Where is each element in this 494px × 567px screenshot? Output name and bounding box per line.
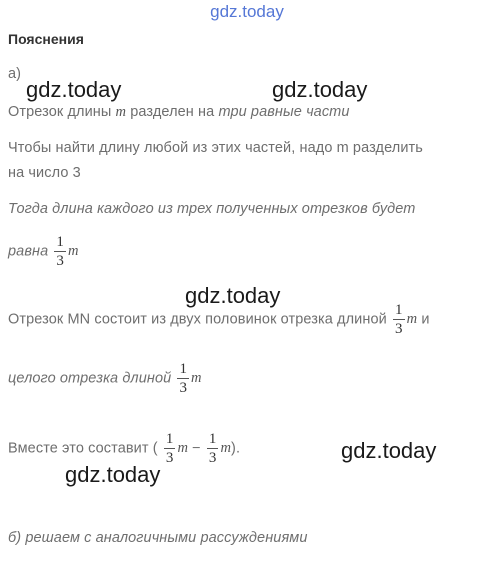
- text-line-1-start: Отрезок длины: [8, 104, 116, 120]
- text-line-6: [8, 301, 430, 338]
- fraction-denominator: 3: [56, 253, 64, 269]
- item-a-label: а): [8, 66, 22, 82]
- variable-m: m: [177, 440, 189, 456]
- fraction-one-third: [54, 233, 66, 270]
- text-line-9: б) решаем с аналогичными рассуждениями: [8, 530, 308, 546]
- fraction-numerator: 1: [208, 431, 217, 447]
- fraction-denominator: 3: [208, 450, 217, 466]
- text-line-1-end: три равные части: [218, 104, 350, 120]
- watermark-4: gdz.today: [341, 438, 437, 463]
- variable-m: m: [406, 311, 418, 327]
- variable-m: m: [115, 104, 127, 120]
- fraction-denominator: 3: [179, 380, 188, 396]
- section-title: Пояснения: [8, 31, 84, 47]
- watermark-5: gdz.today: [65, 462, 161, 487]
- fraction-one-third: [207, 430, 219, 467]
- text-line-8-start: Вместе это составит (: [8, 440, 158, 457]
- fraction-one-third: [164, 430, 176, 467]
- text-line-7: [8, 360, 202, 397]
- text-line-6-start: Отрезок MN состоит из двух половинок отрезка длиной: [8, 311, 387, 328]
- fraction-denominator: 3: [394, 321, 403, 337]
- minus-sign: −: [188, 440, 205, 457]
- watermark-2: gdz.today: [272, 77, 368, 102]
- text-line-8-end: ).: [231, 440, 241, 457]
- fraction-one-third: [177, 360, 189, 397]
- text-line-5: [8, 233, 79, 270]
- fraction-one-third: [393, 301, 405, 338]
- header-watermark: gdz.today: [210, 2, 284, 21]
- text-line-6-end: и: [421, 311, 430, 328]
- text-line-1: [8, 104, 350, 121]
- text-line-2: Чтобы найти длину любой из этих частей, надо m разделить: [8, 140, 423, 156]
- fraction-numerator: 1: [165, 431, 174, 447]
- text-line-3: на число 3: [8, 165, 81, 181]
- fraction-numerator: 1: [179, 361, 188, 377]
- variable-m: m: [68, 243, 79, 259]
- watermark-3: gdz.today: [185, 283, 281, 308]
- watermark-1: gdz.today: [26, 77, 122, 102]
- fraction-numerator: 1: [394, 302, 403, 318]
- variable-m: m: [191, 370, 202, 386]
- text-line-4: Тогда длина каждого из трех полученных отрезков будет: [8, 201, 416, 217]
- variable-m: m: [220, 440, 232, 456]
- text-line-5-start: равна: [8, 243, 49, 260]
- text-line-8: [8, 430, 240, 467]
- text-line-7-start: целого отрезка длиной: [8, 370, 172, 387]
- fraction-numerator: 1: [56, 234, 64, 250]
- text-line-1-middle: разделен на: [126, 104, 219, 120]
- fraction-denominator: 3: [165, 450, 174, 466]
